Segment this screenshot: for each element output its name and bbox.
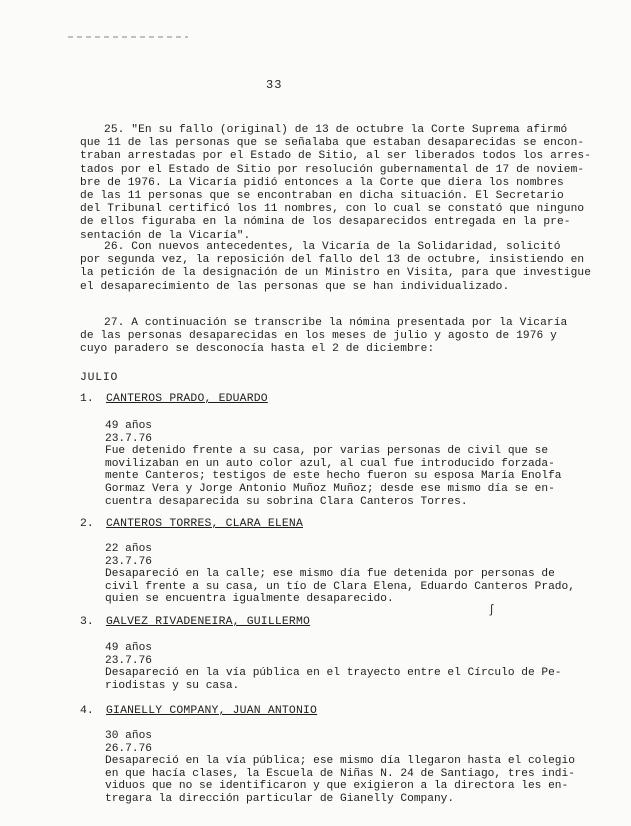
text-line: Gormaz Vera y Jorge Antonio Muñoz Muñoz; desde ese mismo día se en-: [105, 482, 555, 495]
text-line: bre de 1976. La Vicaría pidió entonces a la Corte que diera los nombres: [80, 176, 564, 189]
entry-heading: [80, 393, 268, 405]
text-line: que 11 de las personas que se señalaba que estaban desaparecidas se encon-: [80, 137, 585, 150]
entry-number: 4.: [80, 705, 94, 717]
text-line: riodistas y su casa.: [105, 679, 240, 692]
paragraph-27: [80, 317, 568, 357]
text-line: 27. A continuación se transcribe la nómina presentada por la Vicaría: [104, 317, 568, 329]
entry-name: CANTEROS TORRES, CLARA ELENA: [106, 518, 303, 530]
entry-age: 30 años: [105, 730, 152, 742]
paragraph-26: [80, 241, 592, 294]
text-line: cuentra desaparecida su sobrina Clara Canteros Torres.: [105, 495, 468, 508]
entry-age: 22 años: [105, 543, 152, 555]
entry-details: [105, 730, 575, 806]
entry-age: 49 años: [105, 420, 152, 432]
entry-heading: [80, 518, 303, 530]
entry-number: 3.: [80, 616, 94, 628]
text-line: tados por el Estado de Sitio por resolución gubernamental de 17 de noviem-: [80, 163, 585, 176]
entry-number: 1.: [80, 393, 94, 405]
text-line: del Tribunal certificó los 11 nombres, con lo cual se constató que ninguno: [80, 203, 585, 216]
text-line: la petición de la designación de un Ministro en Visita, para que investigue: [80, 267, 592, 280]
text-line: en que hacía clases, la Escuela de Niñas N. 24 de Santiago, tres indi-: [105, 767, 575, 780]
text-line: quien se encuentra igualmente desaparecido.: [105, 593, 394, 606]
text-line: movilizaban en un auto color azul, al cual fue introducido forzada-: [105, 457, 555, 470]
entry-date: 23.7.76: [105, 654, 152, 667]
entry-name: GALVEZ RIVADENEIRA, GUILLERMO: [106, 616, 311, 628]
entry-details: [105, 642, 560, 692]
text-line: Desapareció en la calle; ese mismo día fue detenida por personas de: [105, 568, 555, 581]
entry-heading: [80, 705, 317, 717]
text-line: sentación de la Vicaría".: [80, 229, 251, 242]
text-line: tregara la dirección particular de Gianelly Company.: [105, 792, 455, 805]
text-line: el desaparecimiento de las personas que se han individualizado.: [80, 280, 510, 293]
text-line: civil frente a su casa, un tío de Clara Elena, Eduardo Canteros Prado,: [105, 580, 575, 593]
text-line: por segunda vez, la reposición del fallo del 13 de octubre, insistiendo en: [80, 254, 585, 267]
entry-date: 26.7.76: [105, 742, 152, 755]
text-line: 25. "En su fallo (original) de 13 de octubre la Corte Suprema afirmó: [104, 124, 568, 136]
scan-artifact: [68, 36, 188, 38]
text-line: de las personas desaparecidas en los meses de julio y agosto de 1976 y: [80, 330, 557, 343]
page-number: 33: [266, 78, 283, 92]
text-line: traban arrestadas por el Estado de Sitio, al ser liberados todos los arres-: [80, 150, 592, 163]
text-line: de las 11 personas que se encontraban en dicha situación. El Secretario: [80, 190, 564, 203]
entry-date: 23.7.76: [105, 555, 152, 568]
entry-age: 49 años: [105, 642, 152, 654]
scan-mark: ʃ: [488, 603, 496, 617]
text-line: mente Canteros; testigos de este hecho fueron su esposa María Enolfa: [105, 470, 562, 483]
section-heading: JULIO: [80, 372, 119, 384]
text-line: 26. Con nuevos antecedentes, la Vicaría de la Solidaridad, solicitó: [104, 241, 561, 253]
entry-details: [105, 420, 560, 508]
paragraph-25: [80, 124, 592, 243]
entry-name: GIANELLY COMPANY, JUAN ANTONIO: [106, 705, 318, 717]
entry-date: 23.7.76: [105, 432, 152, 445]
text-line: Fue detenido frente a su casa, por varias personas de civil que se: [105, 445, 549, 458]
text-line: cuyo paradero se desconocía hasta el 2 de diciembre:: [80, 343, 435, 356]
text-line: Desapareció en la vía pública; ese mismo día llegaron hasta el colegio: [105, 755, 575, 768]
text-line: de ellos figuraba en la nómina de los desaparecidos entregada en la pre-: [80, 216, 571, 229]
entry-details: [105, 543, 575, 606]
text-line: Desapareció en la vía pública en el trayecto entre el Círculo de Pe-: [105, 667, 562, 680]
entry-heading: [80, 616, 310, 628]
entry-name: CANTEROS PRADO, EDUARDO: [106, 393, 268, 405]
text-line: viduos que no se identificaron y que exigieron a la directora les en-: [105, 780, 569, 793]
entry-number: 2.: [80, 518, 94, 530]
